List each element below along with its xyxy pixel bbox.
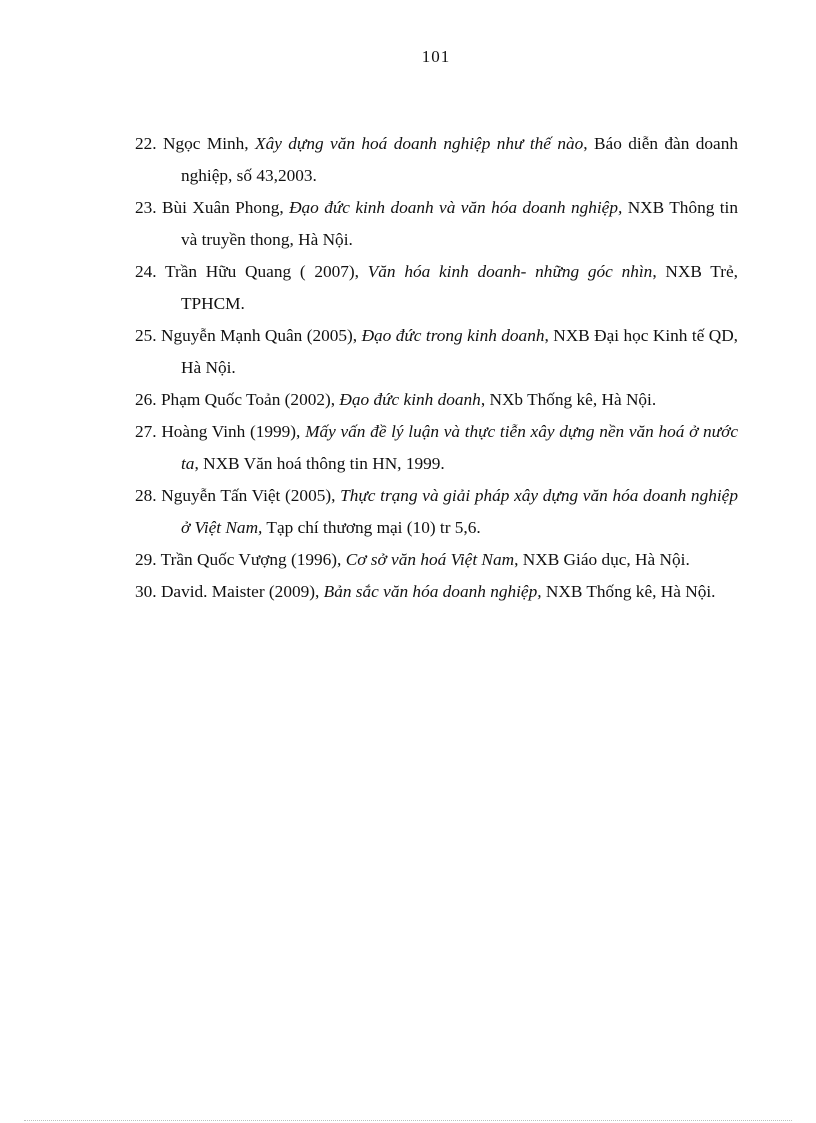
reference-number: 23. <box>135 198 157 217</box>
reference-item-30 <box>135 576 738 608</box>
reference-item-28 <box>135 480 738 544</box>
reference-number: 24. <box>135 262 157 281</box>
reference-publisher: , NXB Giáo dục, Hà Nội. <box>514 550 690 569</box>
reference-item-22 <box>135 128 738 192</box>
reference-item-27 <box>135 416 738 480</box>
reference-item-26 <box>135 384 738 416</box>
reference-author: Bùi Xuân Phong, <box>162 198 284 217</box>
reference-publisher: NXB Thông tin và truyền thong, Hà Nội. <box>181 198 738 249</box>
reference-publisher: , NXB Trẻ, TPHCM. <box>181 262 738 313</box>
reference-number: 27. <box>135 422 157 441</box>
reference-author: Nguyễn Mạnh Quân (2005), <box>161 326 358 345</box>
reference-number: 25. <box>135 326 157 345</box>
reference-author: Hoàng Vinh (1999), <box>161 422 301 441</box>
reference-title: Xây dựng văn hoá doanh nghiệp như thế nào <box>255 134 584 153</box>
reference-author: Phạm Quốc Toản (2002), <box>160 390 336 409</box>
page-bottom-rule <box>24 1120 792 1121</box>
page-number: 101 <box>421 47 451 66</box>
reference-publisher: , NXB Văn hoá thông tin HN, 1999. <box>194 454 445 473</box>
reference-title: Văn hóa kinh doanh- những góc nhìn <box>367 262 653 281</box>
reference-number: 29. <box>135 550 157 569</box>
reference-author: David. Maister (2009), <box>160 582 320 601</box>
reference-item-29 <box>135 544 738 576</box>
reference-number: 22. <box>135 134 157 153</box>
reference-title: Thực trạng và giải pháp xây dựng văn hóa doanh nghiệp ở Việt Nam, <box>181 486 738 537</box>
reference-item-25 <box>135 320 738 384</box>
reference-number: 28. <box>135 486 157 505</box>
reference-publisher: , NXB Đại học Kinh tế QD, Hà Nội. <box>181 326 738 377</box>
reference-title: Bản sắc văn hóa doanh nghiệp, <box>323 582 542 601</box>
reference-publisher: Tạp chí thương mại (10) tr 5,6. <box>262 518 481 537</box>
reference-number: 30. <box>135 582 157 601</box>
reference-item-23 <box>135 192 738 256</box>
reference-list <box>135 128 738 608</box>
reference-item-24 <box>135 256 738 320</box>
reference-number: 26. <box>135 390 157 409</box>
reference-author: Ngọc Minh, <box>163 134 249 153</box>
reference-title: Mấy vấn đề lý luận và thực tiễn xây dựng nền văn hoá ở nước ta <box>181 422 738 473</box>
reference-author: Trần Hữu Quang ( 2007), <box>165 262 359 281</box>
reference-publisher: , Báo diễn đàn doanh nghiệp, số 43,2003. <box>181 134 738 185</box>
reference-title: Đạo đức kinh doanh <box>339 390 481 409</box>
reference-publisher: NXB Thống kê, Hà Nội. <box>541 582 716 601</box>
reference-author: Trần Quốc Vượng (1996), <box>160 550 342 569</box>
reference-title: Cơ sở văn hoá Việt Nam <box>345 550 515 569</box>
reference-publisher: , NXb Thống kê, Hà Nội. <box>480 390 657 409</box>
reference-title: Đạo đức kinh doanh và văn hóa doanh nghiệp, <box>289 198 623 217</box>
reference-title: Đạo đức trong kinh doanh <box>361 326 545 345</box>
reference-author: Nguyễn Tấn Việt (2005), <box>161 486 336 505</box>
